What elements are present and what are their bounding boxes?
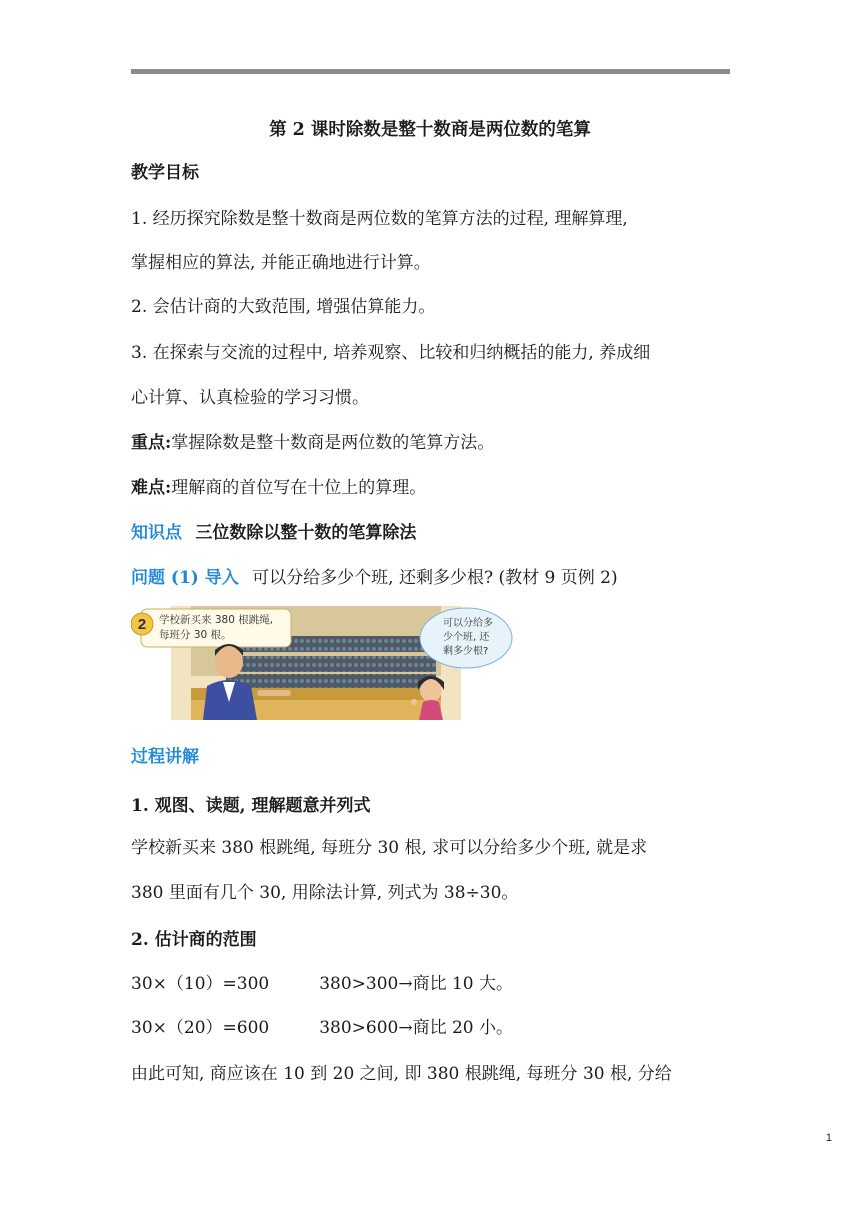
illustration-svg [131,606,515,720]
header-rule [131,69,730,74]
goals-heading: 教学目标 [131,163,199,183]
goal-3-line-1: 3. 在探索与交流的过程中, 培养观察、比较和归纳概括的能力, 养成细 [131,343,651,363]
key-point-text: 掌握除数是整十数商是两位数的笔算方法。 [171,433,495,453]
step-2-heading: 2. 估计商的范围 [131,930,257,950]
goal-1-line-2: 掌握相应的算法, 并能正确地进行计算。 [131,253,431,273]
step-1-line-1: 学校新买来 380 根跳绳, 每班分 30 根, 求可以分给多少个班, 就是求 [131,838,648,858]
bubble-right-line-2: 少个班, 还 [443,632,490,643]
difficulty-text: 理解商的首位写在十位上的算理。 [171,478,427,498]
goal-1-line-1: 1. 经历探究除数是整十数商是两位数的笔算方法的过程, 理解算理, [131,209,628,229]
key-point-label: 重点: [131,433,172,453]
step-1-line-2: 380 里面有几个 30, 用除法计算, 列式为 38÷30。 [131,883,519,903]
lesson-title: 第 2 课时除数是整十数商是两位数的笔算 [269,120,591,140]
difficulty [131,476,426,500]
knowledge-point [131,521,416,545]
textbook-illustration [131,606,515,720]
calc-1-comparison: 380>300→商比 10 大。 [319,974,514,994]
calc-row-2 [131,1016,513,1040]
bubble-left-line-1: 学校新买来 380 根跳绳, [159,614,274,626]
step-1-heading: 1. 观图、读题, 理解题意并列式 [131,796,371,816]
calc-2-expression: 30×（20）=600 [131,1018,270,1038]
goal-3-line-2: 心计算、认真检验的学习习惯。 [131,388,369,408]
key-point [131,431,494,455]
difficulty-label: 难点: [131,478,172,498]
question-intro [131,566,618,590]
bubble-right-line-1: 可以分给多 [443,618,493,629]
goal-2: 2. 会估计商的大致范围, 增强估算能力。 [131,297,436,317]
example-number: 2 [137,616,147,633]
knowledge-point-label: 知识点 [131,523,182,543]
question-label: 问题 (1) 导入 [131,568,239,588]
knowledge-point-text: 三位数除以整十数的笔算除法 [195,523,417,543]
conclusion-line: 由此可知, 商应该在 10 到 20 之间, 即 380 根跳绳, 每班分 30 根, 分给 [131,1064,672,1084]
calc-row-1 [131,972,513,996]
page-number: 1 [825,1132,832,1144]
question-text: 可以分给多少个班, 还剩多少根? (教材 9 页例 2) [252,568,618,588]
calc-2-comparison: 380>600→商比 20 小。 [319,1018,514,1038]
calc-1-expression: 30×（10）=300 [131,974,270,994]
bubble-left-line-2: 每班分 30 根。 [159,629,232,641]
bubble-right-line-3: 剩多少根? [443,646,489,657]
process-heading: 过程讲解 [131,747,199,767]
